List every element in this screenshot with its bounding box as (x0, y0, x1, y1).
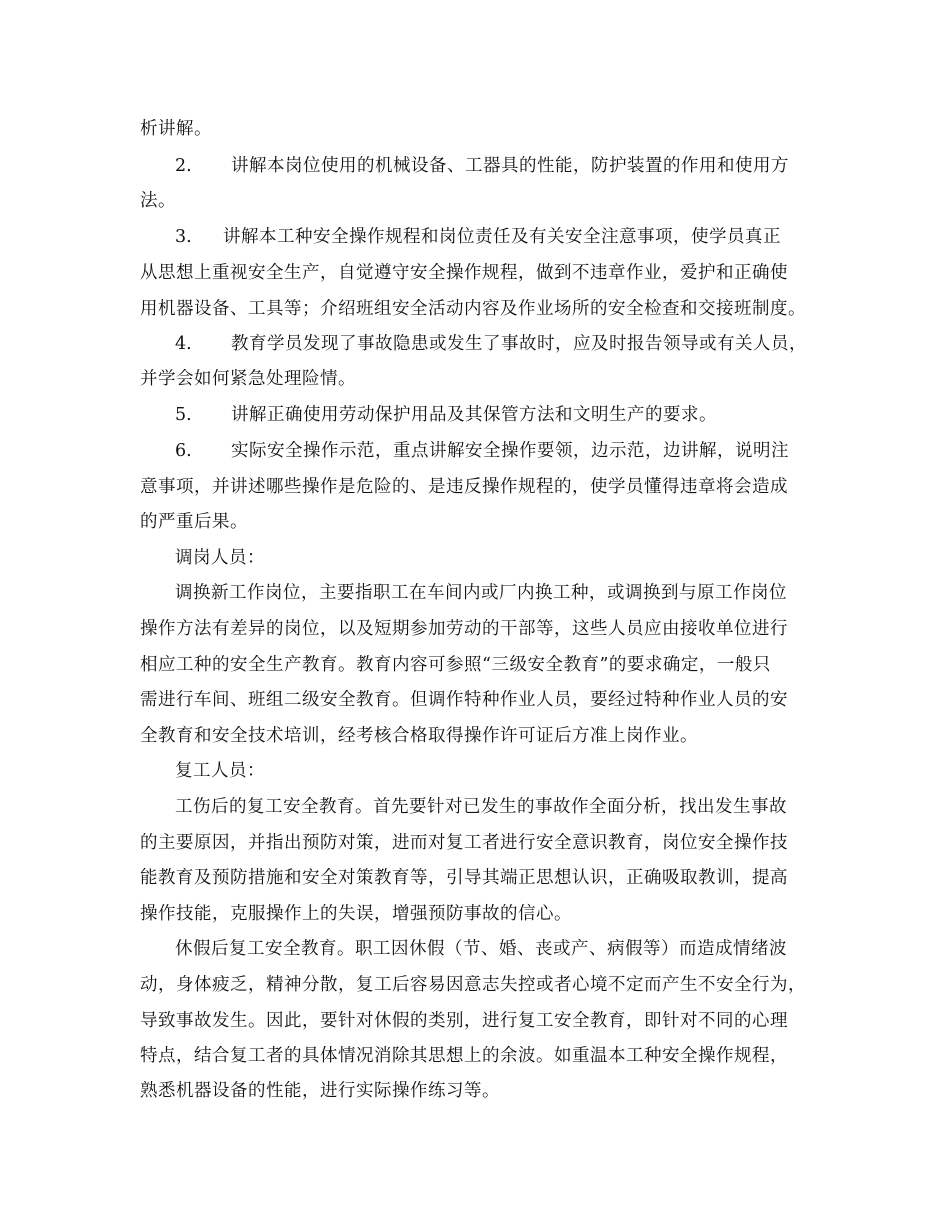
section-heading-transfer: 调岗人员： (175, 548, 265, 568)
text-line: 讲解本岗位使用的机械设备、工器具的性能，防护装置的作用和使用方 (231, 156, 789, 176)
text-line: 动，身体疲乏，精神分散，复工后容易因意志失控或者心境不定而产生不安全行为， (140, 975, 806, 995)
list-item-6 (175, 440, 855, 462)
text-line: 相应工种的安全生产教育。教育内容可参照“三级安全教育”的要求确定，一般只 (140, 655, 771, 675)
text-line: 的主要原因，并指出预防对策，进而对复工者进行安全意识教育，岗位安全操作技 (140, 833, 788, 853)
text-line: 并学会如何紧急处理险情。 (140, 369, 356, 389)
text-line: 实际安全操作示范，重点讲解安全操作要领，边示范，边讲解，说明注 (231, 441, 789, 461)
list-item-3 (175, 226, 855, 248)
text-line: 法。 (140, 191, 176, 211)
text-line: 意事项，并讲述哪些操作是危险的、是违反操作规程的，使学员懂得违章将会造成 (140, 477, 788, 497)
text-line: 析讲解。 (140, 119, 212, 139)
text-line: 导致事故发生。因此，要针对休假的类别，进行复工安全教育，即针对不同的心理 (140, 1011, 788, 1031)
text-line: 操作方法有差异的岗位，以及短期参加劳动的干部等，这些人员应由接收单位进行 (140, 619, 788, 639)
text-line: 的严重后果。 (140, 512, 248, 532)
list-item-5 (175, 404, 855, 426)
text-line: 全教育和安全技术培训，经考核合格取得操作许可证后方准上岗作业。 (140, 726, 698, 746)
item-number: 4. (175, 334, 192, 354)
item-number: 3. (175, 227, 192, 247)
text-line: 特点，结合复工者的具体情况消除其思想上的余波。如重温本工种安全操作规程， (140, 1046, 788, 1066)
text-line: 调换新工作岗位，主要指职工在车间内或厂内换工种，或调换到与原工作岗位 (175, 583, 787, 603)
text-line: 工伤后的复工安全教育。首先要针对已发生的事故作全面分析，找出发生事故 (175, 797, 787, 817)
text-line: 能教育及预防措施和安全对策教育等，引导其端正思想认识，正确吸取教训，提高 (140, 868, 788, 888)
item-number: 2. (175, 156, 192, 176)
text-line: 讲解正确使用劳动保护用品及其保管方法和文明生产的要求。 (231, 405, 717, 425)
text-line: 用机器设备、工具等；介绍班组安全活动内容及作业场所的安全检查和交接班制度。 (140, 299, 806, 319)
text-line: 操作技能，克服操作上的失误，增强预防事故的信心。 (140, 904, 572, 924)
text-line: 教育学员发现了事故隐患或发生了事故时，应及时报告领导或有关人员， (231, 334, 807, 354)
section-heading-return: 复工人员： (175, 761, 265, 781)
item-number: 5. (175, 405, 192, 425)
text-line: 休假后复工安全教育。职工因休假（节、婚、丧或产、病假等）而造成情绪波 (175, 939, 787, 959)
item-number: 6. (175, 441, 192, 461)
text-line: 讲解本工种安全操作规程和岗位责任及有关安全注意事项，使学员真正 (223, 227, 781, 247)
text-line: 从思想上重视安全生产，自觉遵守安全操作规程，做到不违章作业，爱护和正确使 (140, 263, 788, 283)
text-line: 熟悉机器设备的性能，进行实际操作练习等。 (140, 1081, 500, 1101)
list-item-2 (175, 155, 855, 177)
list-item-4 (175, 333, 855, 355)
text-line: 需进行车间、班组二级安全教育。但调作特种作业人员，要经过特种作业人员的安 (140, 690, 788, 710)
